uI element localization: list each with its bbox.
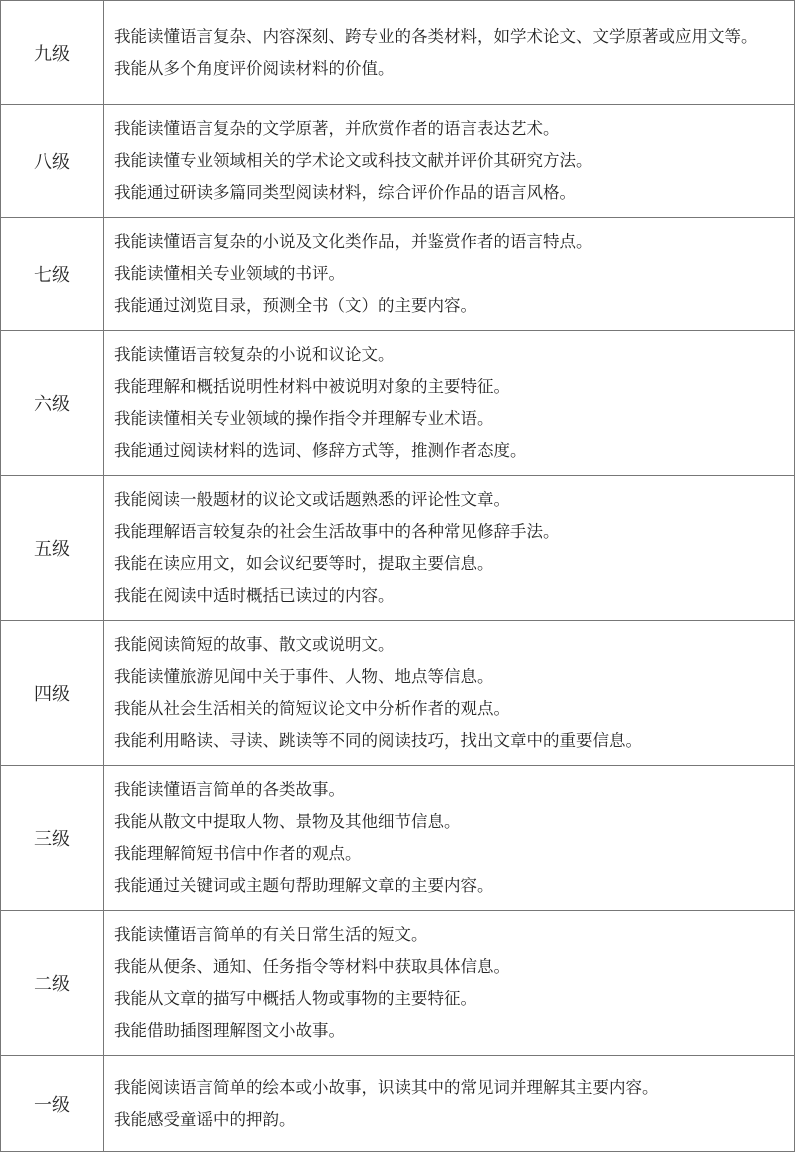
- descriptor-line: 我能借助插图理解图文小故事。: [114, 1021, 345, 1040]
- level-label: 六级: [1, 331, 104, 476]
- level-row: [1, 1056, 795, 1152]
- level-row: [1, 105, 795, 218]
- descriptor-line: 我能感受童谣中的押韵。: [114, 1109, 296, 1129]
- level-label: 二级: [1, 911, 104, 1056]
- level-descriptors: [104, 476, 795, 621]
- level-label: 八级: [1, 105, 104, 218]
- descriptor-line: 我能读懂相关专业领域的操作指令并理解专业术语。: [114, 409, 494, 428]
- level-descriptors: [104, 1056, 795, 1152]
- level-descriptors: [104, 331, 795, 476]
- level-descriptors: [104, 1, 795, 105]
- descriptor-line: 我能在读应用文，如会议纪要等时，提取主要信息。: [114, 554, 494, 573]
- level-row: [1, 476, 795, 621]
- descriptor-line: 我能理解语言较复杂的社会生活故事中的各种常见修辞手法。: [114, 522, 560, 541]
- level-row: [1, 331, 795, 476]
- level-label: 三级: [1, 766, 104, 911]
- level-label: 一级: [1, 1056, 104, 1152]
- descriptor-line: 我能读懂旅游见闻中关于事件、人物、地点等信息。: [114, 667, 494, 686]
- level-label: 四级: [1, 621, 104, 766]
- descriptor-line: 我能阅读语言简单的绘本或小故事，识读其中的常见词并理解其主要内容。: [114, 1077, 659, 1097]
- descriptor-line: 我能从文章的描写中概括人物或事物的主要特征。: [114, 989, 477, 1008]
- descriptor-line: 我能从社会生活相关的简短议论文中分析作者的观点。: [114, 699, 510, 718]
- level-row: [1, 766, 795, 911]
- descriptor-line: 我能通过研读多篇同类型阅读材料，综合评价作品的语言风格。: [114, 183, 576, 202]
- descriptor-line: 我能从便条、通知、任务指令等材料中获取具体信息。: [114, 957, 510, 976]
- descriptor-line: 我能读懂专业领域相关的学术论文或科技文献并评价其研究方法。: [114, 151, 593, 170]
- level-descriptors: [104, 105, 795, 218]
- descriptor-line: 我能读懂语言复杂、内容深刻、跨专业的各类材料，如学术论文、文学原著或应用文等。: [114, 26, 758, 46]
- descriptor-line: 我能读懂语言简单的各类故事。: [114, 780, 345, 799]
- level-row: [1, 621, 795, 766]
- descriptor-line: 我能从多个角度评价阅读材料的价值。: [114, 58, 395, 78]
- descriptor-line: 我能通过关键词或主题句帮助理解文章的主要内容。: [114, 876, 494, 895]
- level-row: [1, 1, 795, 105]
- level-row: [1, 911, 795, 1056]
- descriptor-line: 我能阅读一般题材的议论文或话题熟悉的评论性文章。: [114, 490, 510, 509]
- level-label: 九级: [1, 1, 104, 105]
- level-descriptors: [104, 766, 795, 911]
- level-label: 五级: [1, 476, 104, 621]
- descriptor-line: 我能理解和概括说明性材料中被说明对象的主要特征。: [114, 377, 510, 396]
- descriptor-line: 我能理解简短书信中作者的观点。: [114, 844, 362, 863]
- descriptor-line: 我能读懂语言复杂的文学原著，并欣赏作者的语言表达艺术。: [114, 119, 560, 138]
- descriptor-line: 我能通过阅读材料的选词、修辞方式等，推测作者态度。: [114, 441, 527, 460]
- descriptor-line: 我能在阅读中适时概括已读过的内容。: [114, 586, 395, 605]
- descriptor-line: 我能利用略读、寻读、跳读等不同的阅读技巧，找出文章中的重要信息。: [114, 731, 642, 750]
- level-row: [1, 218, 795, 331]
- descriptor-line: 我能阅读简短的故事、散文或说明文。: [114, 635, 395, 654]
- descriptor-line: 我能读懂语言复杂的小说及文化类作品，并鉴赏作者的语言特点。: [114, 232, 593, 251]
- descriptor-line: 我能从散文中提取人物、景物及其他细节信息。: [114, 812, 461, 831]
- level-descriptors: [104, 911, 795, 1056]
- descriptor-line: 我能通过浏览目录，预测全书（文）的主要内容。: [114, 296, 477, 315]
- descriptor-line: 我能读懂相关专业领域的书评。: [114, 264, 345, 283]
- level-descriptors: [104, 218, 795, 331]
- descriptor-line: 我能读懂语言较复杂的小说和议论文。: [114, 345, 395, 364]
- descriptor-line: 我能读懂语言简单的有关日常生活的短文。: [114, 925, 428, 944]
- reading-scale-body: [1, 1, 795, 1152]
- level-label: 七级: [1, 218, 104, 331]
- level-descriptors: [104, 621, 795, 766]
